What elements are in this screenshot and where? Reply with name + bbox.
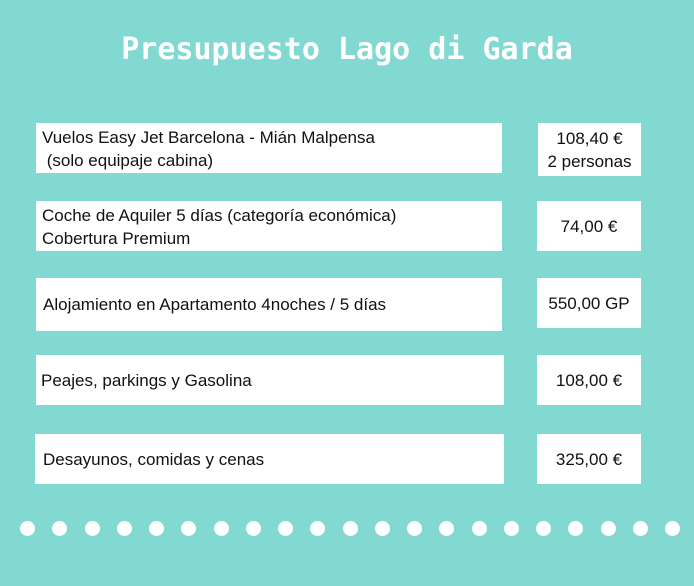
item-price-car — [537, 201, 641, 251]
item-price-tolls — [537, 355, 641, 405]
item-price-flights — [538, 123, 641, 176]
dot — [343, 521, 358, 536]
dot — [439, 521, 454, 536]
dot — [536, 521, 551, 536]
item-description-tolls — [36, 355, 504, 405]
dot — [52, 521, 67, 536]
dot — [633, 521, 648, 536]
dot — [665, 521, 680, 536]
description-line: Desayunos, comidas y cenas — [43, 449, 265, 469]
dot — [117, 521, 132, 536]
item-description-car — [36, 201, 502, 251]
dot — [214, 521, 229, 536]
description-line: Cobertura Premium — [42, 229, 191, 248]
price-value: 108,00 € — [555, 370, 623, 390]
dot — [407, 521, 422, 536]
description-line: Coche de Aquiler 5 días (categoría económica) — [42, 206, 397, 225]
price-value: 74,00 € — [560, 216, 618, 236]
budget-title: Presupuesto Lago di Garda — [121, 32, 573, 67]
dot — [278, 521, 293, 536]
price-value: 550,00 GP — [548, 293, 630, 313]
dot — [504, 521, 519, 536]
dot — [601, 521, 616, 536]
dot — [375, 521, 390, 536]
dot — [20, 521, 35, 536]
dot — [149, 521, 164, 536]
dot — [85, 521, 100, 536]
description-line: Alojamiento en Apartamento 4noches / 5 días — [43, 295, 387, 314]
dot — [568, 521, 583, 536]
item-description-flights — [36, 123, 502, 173]
price-note: 2 personas — [547, 151, 632, 171]
item-price-accommodation — [537, 278, 641, 328]
dot — [310, 521, 325, 536]
description-line: (solo equipaje cabina) — [42, 151, 214, 170]
item-description-meals — [35, 434, 504, 484]
description-line: Vuelos Easy Jet Barcelona - Mián Malpensa — [42, 128, 375, 147]
price-value: 325,00 € — [555, 449, 623, 469]
item-description-accommodation — [36, 278, 502, 331]
price-value: 108,40 € — [556, 128, 623, 148]
dot — [246, 521, 261, 536]
description-line: Peajes, parkings y Gasolina — [41, 370, 252, 390]
item-price-meals — [537, 434, 641, 484]
dot — [181, 521, 196, 536]
dotted-divider — [20, 521, 680, 537]
dot — [472, 521, 487, 536]
